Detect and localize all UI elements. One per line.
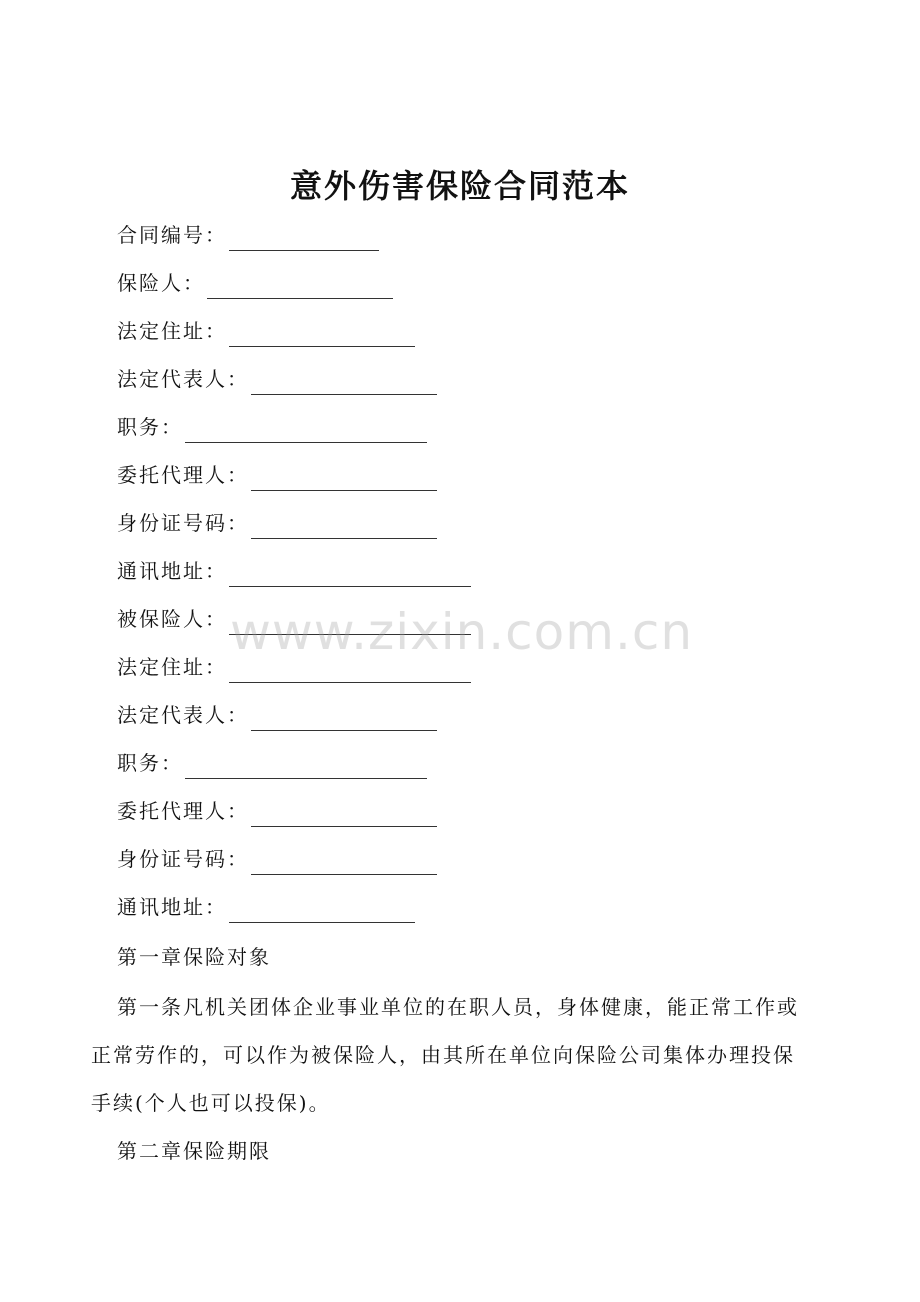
field-blank-line [251,804,437,827]
field-insurer-address [117,315,415,347]
field-label: 通讯地址： [117,559,227,583]
article-text-line: 手续(个人也可以投保)。 [91,1091,331,1115]
field-insurer-position [117,411,427,443]
field-label: 法定代表人： [117,367,249,391]
article-text-line: 第一条凡机关团体企业事业单位的在职人员，身体健康，能正常工作或 [117,995,799,1019]
field-insurer [117,267,393,299]
chapter-heading: 第二章保险期限 [117,1139,271,1163]
field-blank-line [229,660,471,683]
field-blank-line [229,324,415,347]
chapter-heading: 第一章保险对象 [117,945,271,969]
field-label: 被保险人： [117,607,227,631]
field-blank-line [229,564,471,587]
field-insured-agent [117,795,437,827]
field-insurer-agent [117,459,437,491]
field-label: 职务： [117,415,183,439]
field-blank-line [185,756,427,779]
field-label: 法定住址： [117,319,227,343]
field-blank-line [229,900,415,923]
field-blank-line [251,372,437,395]
field-insured-position [117,747,427,779]
field-blank-line [207,276,393,299]
field-label: 合同编号： [117,223,227,247]
field-blank-line [251,516,437,539]
document-title: 意外伤害保险合同范本 [289,167,630,205]
field-blank-line [251,852,437,875]
field-blank-line [251,468,437,491]
field-label: 委托代理人： [117,799,249,823]
field-label: 法定住址： [117,655,227,679]
field-insurer-id-number [117,507,437,539]
field-insurer-legal-rep [117,363,437,395]
field-label: 法定代表人： [117,703,249,727]
watermark: www.zixin.com.cn [230,603,694,661]
field-insured-id-number [117,843,437,875]
field-insured-legal-rep [117,699,437,731]
field-label: 保险人： [117,271,205,295]
field-label: 职务： [117,751,183,775]
field-insured-mailing-address [117,891,415,923]
field-blank-line [251,708,437,731]
field-blank-line [229,228,379,251]
field-label: 身份证号码： [117,511,249,535]
field-contract-number [117,219,379,251]
field-label: 委托代理人： [117,463,249,487]
field-label: 通讯地址： [117,895,227,919]
field-label: 身份证号码： [117,847,249,871]
article-text-line: 正常劳作的，可以作为被保险人，由其所在单位向保险公司集体办理投保 [91,1043,795,1067]
field-insurer-mailing-address [117,555,471,587]
field-blank-line [185,420,427,443]
